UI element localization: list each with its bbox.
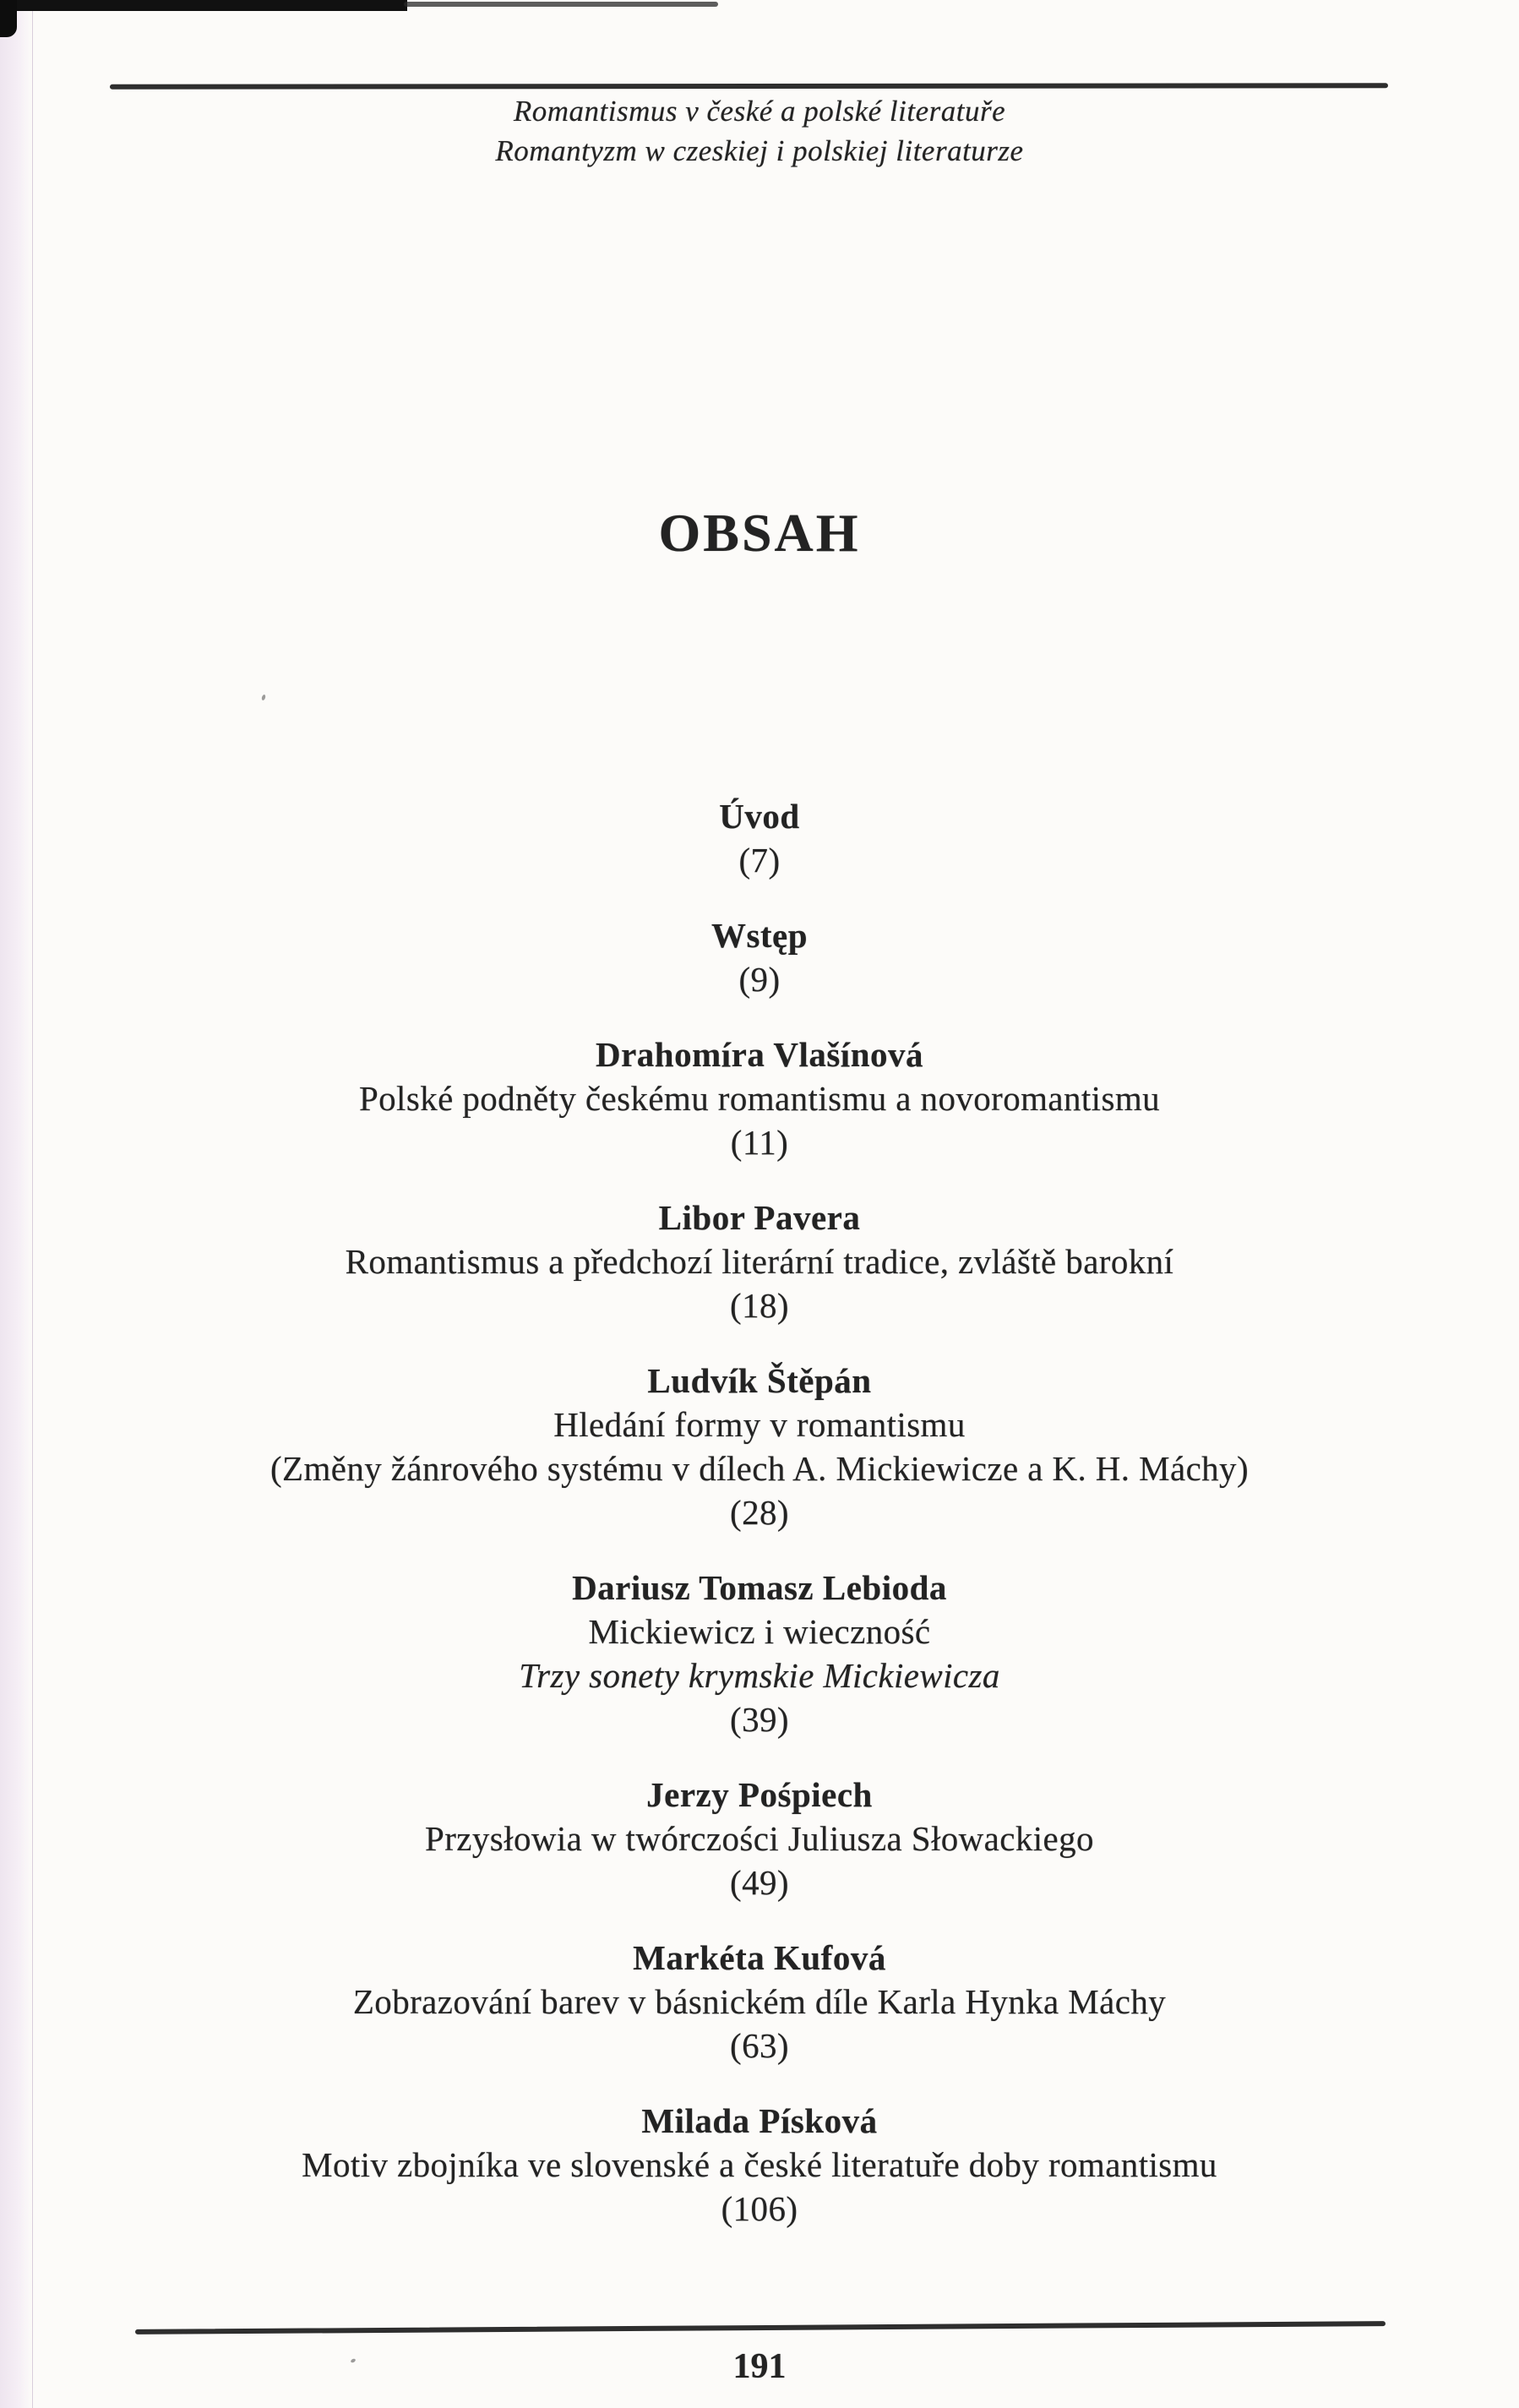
page-number: 191: [732, 2347, 787, 2386]
entry-page-number: (63): [730, 2026, 789, 2065]
entry-author: Milada Písková: [641, 2101, 878, 2140]
entry-title-line: Zobrazování barev v básnickém díle Karla Hynka Máchy: [352, 1982, 1167, 2021]
entry-author: Úvod: [719, 797, 800, 836]
entry-lines: [42, 1980, 1477, 2024]
entry-page-number: (39): [730, 1700, 789, 1739]
scan-artifact-top-bar: [0, 0, 407, 11]
toc-entry: [42, 794, 1477, 882]
toc-entry: [42, 2099, 1477, 2231]
entry-title-line: Motiv zbojníka ve slovenské a české literatuře doby romantismu: [302, 2145, 1217, 2184]
toc-entry: [42, 913, 1477, 1001]
entry-page-number: (9): [738, 960, 781, 999]
entry-lines: [42, 2143, 1477, 2187]
entry-title-line: (Změny žánrového systému v dílech A. Mickiewicze a K. H. Máchy): [270, 1449, 1250, 1488]
toc-entry: [42, 1359, 1477, 1534]
entry-title-line: Hledání formy v romantismu: [553, 1405, 966, 1444]
entry-title-line: Polské podněty českému romantismu a novoromantismu: [358, 1079, 1161, 1118]
toc-entry: [42, 1032, 1477, 1164]
header-rule: [110, 83, 1388, 90]
toc-entry: [42, 1773, 1477, 1904]
entry-page-number: (7): [738, 841, 781, 880]
entry-page-number: (28): [730, 1493, 789, 1532]
scan-speckle: [261, 695, 266, 701]
entry-author: Libor Pavera: [658, 1198, 861, 1237]
scan-artifact-corner: [0, 0, 17, 37]
toc-entry: [42, 1936, 1477, 2068]
running-header: [0, 91, 1519, 171]
entry-lines: [42, 1076, 1477, 1120]
entry-title-line: Mickiewicz i wieczność: [588, 1612, 931, 1651]
entry-page-number: (11): [730, 1123, 789, 1162]
entry-page-number: (106): [721, 2189, 798, 2228]
entry-author: Jerzy Pośpiech: [646, 1775, 873, 1814]
entry-author: Dariusz Tomasz Lebioda: [572, 1568, 947, 1607]
book-title-polish: Romantyzm w czeskiej i polskiej literaturze: [495, 134, 1024, 167]
scan-edge-left: [0, 0, 33, 2408]
entry-author: Drahomíra Vlašínová: [595, 1035, 923, 1074]
entry-title-line: Romantismus a předchozí literární tradice, zvláště barokní: [345, 1242, 1174, 1281]
entry-author: Ludvík Štěpán: [647, 1361, 872, 1400]
entry-title-line: Przysłowia w twórczości Juliusza Słowackiego: [425, 1819, 1094, 1858]
entry-lines: [42, 1239, 1477, 1283]
scan-artifact-top-bar-thin: [404, 2, 718, 7]
page-title: OBSAH: [658, 503, 861, 563]
entry-lines: [42, 1610, 1477, 1697]
toc-entry: [42, 1566, 1477, 1741]
entry-page-number: (49): [730, 1863, 789, 1902]
entry-author: Wstęp: [710, 916, 808, 955]
toc-entries: [42, 794, 1477, 2262]
entry-lines: [42, 1817, 1477, 1860]
entry-lines: [42, 1403, 1477, 1490]
toc-entry: [42, 1196, 1477, 1327]
book-title-czech: Romantismus v české a polské literatuře: [513, 95, 1006, 128]
entry-title-line: Trzy sonety krymskie Mickiewicza: [519, 1656, 1000, 1695]
entry-page-number: (18): [730, 1286, 789, 1325]
footer-rule: [135, 2321, 1386, 2334]
entry-author: Markéta Kufová: [633, 1938, 886, 1977]
